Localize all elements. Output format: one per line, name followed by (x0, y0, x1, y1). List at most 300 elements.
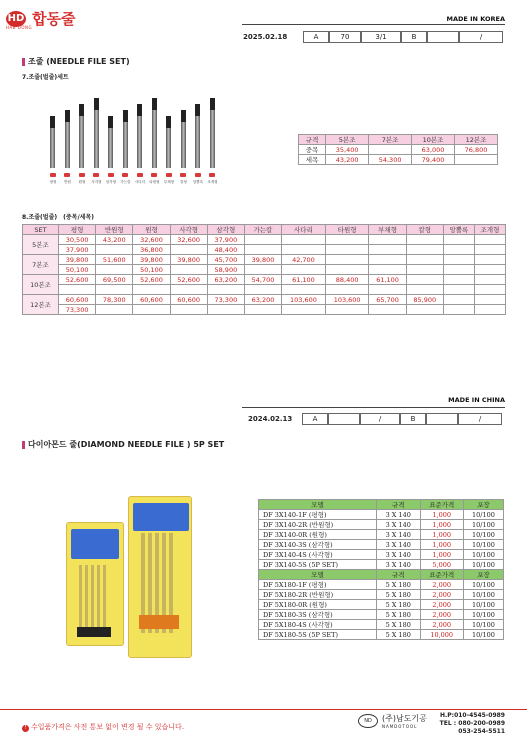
shape-label: 칼형 (180, 180, 187, 184)
cell-b-ratio: / (459, 31, 503, 43)
cell-a: A (303, 31, 329, 43)
package-large (128, 496, 192, 658)
price-cell: 63,200 (207, 275, 244, 285)
price-cell (406, 265, 443, 275)
shape-label: 삼각형 (105, 180, 117, 184)
price-cell (133, 305, 170, 315)
company-logo (358, 713, 427, 729)
price-cell: 2,000 (420, 620, 463, 630)
price-cell (244, 305, 281, 315)
price-cell: 2,000 (420, 600, 463, 610)
price-cell: 63,000 (412, 145, 455, 155)
shape-label: 사다리 (134, 180, 146, 184)
needle-file (79, 104, 84, 168)
price-cell (170, 285, 207, 295)
table-row (299, 145, 498, 155)
table-row (23, 275, 506, 285)
value-cell: 10/100 (463, 560, 503, 570)
subheader-row (259, 570, 504, 580)
price-cell (369, 245, 406, 255)
shape-label: 평형 (49, 180, 57, 184)
value-cell: 10/100 (463, 530, 503, 540)
value-cell: 5 X 180 (376, 630, 420, 640)
needle-file (195, 104, 200, 168)
value-cell: 10/100 (463, 600, 503, 610)
model-cell: DF 3X140-0R (원형) (259, 530, 377, 540)
mid-cell-a: A (302, 413, 328, 425)
price-cell (443, 285, 474, 295)
col-header: 12본조 (455, 135, 498, 145)
shape-label: 가는칼 (120, 180, 131, 184)
price-cell: 32,600 (133, 235, 170, 245)
price-cell (170, 305, 207, 315)
file-handle (123, 110, 128, 122)
price-cell (282, 235, 326, 245)
needle-file (137, 104, 142, 168)
shape-label: 타원형 (149, 180, 160, 184)
needle-file (152, 98, 157, 168)
price-cell: 52,600 (170, 275, 207, 285)
value-cell: 3 X 140 (376, 540, 420, 550)
price-cell (170, 265, 207, 275)
price-cell (170, 245, 207, 255)
price-cell (474, 295, 505, 305)
table-row (23, 285, 506, 295)
col-header: 평형 (59, 225, 96, 235)
table-row (259, 520, 504, 530)
price-cell (369, 305, 406, 315)
set-price-table (298, 134, 498, 165)
price-cell (325, 285, 369, 295)
table-row (259, 540, 504, 550)
value-cell: 3 X 140 (376, 520, 420, 530)
diamond-file-package-image (66, 496, 196, 666)
shape-label: 반원 (64, 180, 71, 184)
origin-china: MADE IN CHINA (448, 396, 505, 404)
set-label: 12본조 (23, 295, 59, 315)
file-handle (152, 98, 157, 110)
set-label: 5본조 (23, 235, 59, 255)
value-cell: 3 X 140 (376, 560, 420, 570)
file-handle (94, 98, 99, 110)
price-cell (96, 305, 133, 315)
file-profile-icon (93, 173, 99, 177)
price-cell: 37,900 (59, 245, 96, 255)
value-cell: 5 X 180 (376, 600, 420, 610)
price-cell: 50,100 (59, 265, 96, 275)
value-cell: 5 X 180 (376, 610, 420, 620)
brand-logo (6, 8, 75, 29)
price-cell: 69,500 (96, 275, 133, 285)
price-cell: 43,200 (326, 155, 369, 165)
col-header: 원형 (133, 225, 170, 235)
row-label: 세목 (299, 155, 326, 165)
file-handle (210, 98, 215, 110)
price-cell (474, 285, 505, 295)
model-cell: DF 5X180-1F (평형) (259, 580, 377, 590)
price-cell (406, 255, 443, 265)
col-header: 표준가격 (420, 570, 463, 580)
price-cell: 52,600 (133, 275, 170, 285)
detail-price-table (22, 224, 506, 315)
price-cell (474, 305, 505, 315)
col-header: 사다리 (282, 225, 326, 235)
price-cell: 85,900 (406, 295, 443, 305)
file-profile-icon (166, 173, 172, 177)
file-profile-icon (151, 173, 157, 177)
price-cell (282, 245, 326, 255)
shape-label: 부채형 (163, 180, 175, 184)
set-label: 7본조 (23, 255, 59, 275)
price-cell: 32,600 (170, 235, 207, 245)
top-date: 2025.02.18 (243, 33, 288, 41)
col-header: 조개형 (474, 225, 505, 235)
price-cell: 37,900 (207, 235, 244, 245)
contact-phone-3: 053-254-5511 (458, 728, 505, 735)
price-cell: 51,600 (96, 255, 133, 265)
price-cell: 39,800 (244, 255, 281, 265)
price-cell: 39,800 (133, 255, 170, 265)
col-header: SET (23, 225, 59, 235)
price-cell (443, 235, 474, 245)
price-cell (443, 295, 474, 305)
price-cell: 60,600 (59, 295, 96, 305)
set-label: 10본조 (23, 275, 59, 295)
price-cell (443, 275, 474, 285)
file-handle (166, 116, 171, 128)
file-profile-icon (108, 173, 114, 177)
price-cell: 1,000 (420, 550, 463, 560)
table-row (259, 630, 504, 640)
price-cell: 1,000 (420, 530, 463, 540)
value-cell: 5 X 180 (376, 590, 420, 600)
price-cell (406, 235, 443, 245)
price-cell (406, 285, 443, 295)
cell-a-value: 70 (329, 31, 361, 43)
value-cell: 10/100 (463, 540, 503, 550)
table-row (259, 510, 504, 520)
table-row (23, 265, 506, 275)
price-cell: 58,900 (207, 265, 244, 275)
notice-icon: ! (22, 725, 29, 732)
cell-b: B (401, 31, 427, 43)
col-header: 7본조 (369, 135, 412, 145)
price-cell: 61,100 (369, 275, 406, 285)
file-handle (108, 116, 113, 128)
table-row (259, 610, 504, 620)
shape-label: 조개형 (207, 180, 218, 184)
price-cell: 103,600 (325, 295, 369, 305)
table-row (23, 245, 506, 255)
top-header-box (243, 31, 503, 43)
price-cell: 48,400 (207, 245, 244, 255)
price-cell (455, 155, 498, 165)
price-cell: 30,500 (59, 235, 96, 245)
col-header: 표준가격 (420, 500, 463, 510)
value-cell: 10/100 (463, 550, 503, 560)
file-profile-icon (50, 173, 56, 177)
price-cell (443, 255, 474, 265)
contact-info (440, 712, 505, 736)
file-profile-icon (137, 173, 143, 177)
needle-file (166, 116, 171, 168)
brand-name: 합동줄 (32, 10, 76, 28)
col-header: 반원형 (96, 225, 133, 235)
col-header: 규격 (299, 135, 326, 145)
company-sub: NAMDOTOOL (382, 724, 418, 729)
mid-cell-b-ratio: / (458, 413, 502, 425)
col-header: 칼형 (406, 225, 443, 235)
price-cell: 45,700 (207, 255, 244, 265)
file-profile-icon (180, 173, 186, 177)
model-cell: DF 5X180-0R (원형) (259, 600, 377, 610)
table-row (23, 295, 506, 305)
brand-mark-icon: HD (6, 11, 26, 27)
value-cell: 3 X 140 (376, 530, 420, 540)
col-header: 5본조 (326, 135, 369, 145)
price-cell (325, 305, 369, 315)
value-cell: 5 X 180 (376, 580, 420, 590)
col-header: 삼각형 (207, 225, 244, 235)
price-cell: 50,100 (133, 265, 170, 275)
mid-cell-b-value (426, 413, 458, 425)
col-header: 모델 (259, 570, 377, 580)
file-handle (181, 110, 186, 122)
company-name: (주)남도기공 (382, 714, 427, 723)
notice-text: 수입품가격은 사전 통보 없이 변경 될 수 있습니다. (31, 723, 185, 731)
price-cell: 5,000 (420, 560, 463, 570)
price-cell: 39,800 (59, 255, 96, 265)
price-cell (207, 285, 244, 295)
col-header: 타원형 (325, 225, 369, 235)
price-cell (406, 305, 443, 315)
table-row (259, 530, 504, 540)
price-cell: 88,400 (325, 275, 369, 285)
origin-korea: MADE IN KOREA (446, 15, 505, 23)
price-cell (244, 265, 281, 275)
file-handle (65, 110, 70, 122)
price-cell (369, 265, 406, 275)
price-cell (96, 285, 133, 295)
value-cell: 10/100 (463, 520, 503, 530)
model-cell: DF 5X180-4S (사각형) (259, 620, 377, 630)
table-row (259, 590, 504, 600)
price-cell: 2,000 (420, 610, 463, 620)
table-row (259, 580, 504, 590)
price-notice (22, 722, 184, 732)
value-cell: 10/100 (463, 590, 503, 600)
file-profile-icon (195, 173, 201, 177)
price-cell (133, 285, 170, 295)
price-cell (96, 245, 133, 255)
price-cell (325, 245, 369, 255)
price-cell: 35,400 (326, 145, 369, 155)
price-cell: 79,400 (412, 155, 455, 165)
model-cell: DF 3X140-2R (반원형) (259, 520, 377, 530)
col-header: 포장 (463, 570, 503, 580)
file-profile-icon (209, 173, 215, 177)
price-cell: 36,800 (133, 245, 170, 255)
mid-date: 2024.02.13 (248, 415, 293, 423)
table-row (259, 600, 504, 610)
company-mark-icon: ND (358, 714, 378, 728)
mid-header-rule (242, 407, 505, 408)
value-cell: 3 X 140 (376, 510, 420, 520)
price-cell (443, 245, 474, 255)
table-row (299, 155, 498, 165)
price-cell: 1,000 (420, 540, 463, 550)
price-cell (282, 285, 326, 295)
price-cell: 1,000 (420, 510, 463, 520)
table-row (259, 560, 504, 570)
price-cell: 54,300 (369, 155, 412, 165)
value-cell: 10/100 (463, 580, 503, 590)
price-cell (474, 255, 505, 265)
needle-file (181, 110, 186, 168)
mid-header-box (248, 413, 502, 425)
diamond-file-table (258, 499, 504, 640)
price-cell (369, 235, 406, 245)
needle-file (50, 116, 55, 168)
section1-sub8: 8.조줄(벌줄) (중목/세목) (22, 214, 94, 221)
model-cell: DF 3X140-4S (사각형) (259, 550, 377, 560)
price-cell (443, 265, 474, 275)
price-cell: 1,000 (420, 520, 463, 530)
price-cell: 54,700 (244, 275, 281, 285)
price-cell (325, 265, 369, 275)
row-label: 중목 (299, 145, 326, 155)
price-cell: 103,600 (282, 295, 326, 305)
col-header: 규격 (376, 500, 420, 510)
model-cell: DF 3X140-1F (평형) (259, 510, 377, 520)
price-cell: 73,300 (207, 295, 244, 305)
price-cell: 60,600 (170, 295, 207, 305)
price-cell (406, 245, 443, 255)
package-small (66, 522, 124, 646)
price-cell (369, 145, 412, 155)
file-handle (195, 104, 200, 116)
price-cell: 78,300 (96, 295, 133, 305)
price-cell (443, 305, 474, 315)
col-header: 10본조 (412, 135, 455, 145)
price-cell: 76,800 (455, 145, 498, 155)
price-cell (282, 265, 326, 275)
col-header: 사각형 (170, 225, 207, 235)
price-cell (325, 235, 369, 245)
value-cell: 10/100 (463, 630, 503, 640)
contact-phone-1: H.P:010-4545-0989 (439, 712, 505, 719)
section1-title-text: 조줄 (NEEDLE FILE SET) (28, 57, 130, 66)
shape-label: 사각형 (91, 180, 102, 184)
col-header: 모델 (259, 500, 377, 510)
price-cell (207, 305, 244, 315)
section2-title-text: 다이아몬드 줄(DIAMOND NEEDLE FILE ) 5P SET (28, 440, 225, 449)
brand-sub: HAB DONG (6, 25, 33, 30)
mid-cell-b: B (400, 413, 426, 425)
price-cell (244, 285, 281, 295)
price-cell (406, 275, 443, 285)
value-cell: 10/100 (463, 510, 503, 520)
shape-label: 원형 (78, 180, 86, 184)
section1-sub7: 7.조줄(벌줄)세트 (22, 74, 69, 81)
price-cell: 2,000 (420, 580, 463, 590)
value-cell: 3 X 140 (376, 550, 420, 560)
needle-file (94, 98, 99, 168)
price-cell: 65,700 (369, 295, 406, 305)
file-handle (50, 116, 55, 128)
price-cell: 2,000 (420, 590, 463, 600)
contact-phone-2: TEL : 080-200-0989 (439, 720, 505, 727)
table-row (259, 550, 504, 560)
price-cell (369, 285, 406, 295)
table-row (259, 620, 504, 630)
mid-cell-a-ratio: / (360, 413, 400, 425)
file-handle (79, 104, 84, 116)
table-row (23, 255, 506, 265)
model-cell: DF 5X180-5S (5P SET) (259, 630, 377, 640)
col-header: 가는칼 (244, 225, 281, 235)
value-cell: 5 X 180 (376, 620, 420, 630)
price-cell (474, 275, 505, 285)
price-cell: 10,000 (420, 630, 463, 640)
needle-file (210, 98, 215, 168)
price-cell (282, 305, 326, 315)
needle-file (108, 116, 113, 168)
price-cell: 42,700 (282, 255, 326, 265)
bullet-icon (22, 58, 25, 66)
shape-label: 앙뽈록 (192, 180, 204, 184)
needle-file (123, 110, 128, 168)
price-cell: 39,800 (170, 255, 207, 265)
file-profile-icon (122, 173, 128, 177)
cell-a-ratio: 3/1 (361, 31, 401, 43)
price-cell: 73,300 (59, 305, 96, 315)
section2-title (22, 439, 224, 450)
price-cell: 61,100 (282, 275, 326, 285)
col-header: 규격 (376, 570, 420, 580)
price-cell (369, 255, 406, 265)
price-cell (474, 235, 505, 245)
table-row (23, 235, 506, 245)
col-header: 포장 (463, 500, 503, 510)
footer-rule (0, 709, 527, 710)
model-cell: DF 5X180-3S (삼각형) (259, 610, 377, 620)
cell-b-value (427, 31, 459, 43)
file-profile-icon (79, 173, 85, 177)
bullet-icon (22, 441, 25, 449)
price-cell (59, 285, 96, 295)
mid-cell-a-value (328, 413, 360, 425)
price-cell (325, 255, 369, 265)
price-cell (244, 245, 281, 255)
model-cell: DF 3X140-3S (삼각형) (259, 540, 377, 550)
col-header: 앙뽈록 (443, 225, 474, 235)
table-row (23, 305, 506, 315)
price-cell: 63,200 (244, 295, 281, 305)
price-cell (244, 235, 281, 245)
price-cell: 60,600 (133, 295, 170, 305)
model-cell: DF 5X180-2R (반원형) (259, 590, 377, 600)
file-handle (137, 104, 142, 116)
value-cell: 10/100 (463, 620, 503, 630)
model-cell: DF 3X140-5S (5P SET) (259, 560, 377, 570)
price-cell (474, 245, 505, 255)
value-cell: 10/100 (463, 610, 503, 620)
price-cell: 52,600 (59, 275, 96, 285)
price-cell (96, 265, 133, 275)
col-header: 부채형 (369, 225, 406, 235)
needle-files-illustration (44, 90, 224, 190)
